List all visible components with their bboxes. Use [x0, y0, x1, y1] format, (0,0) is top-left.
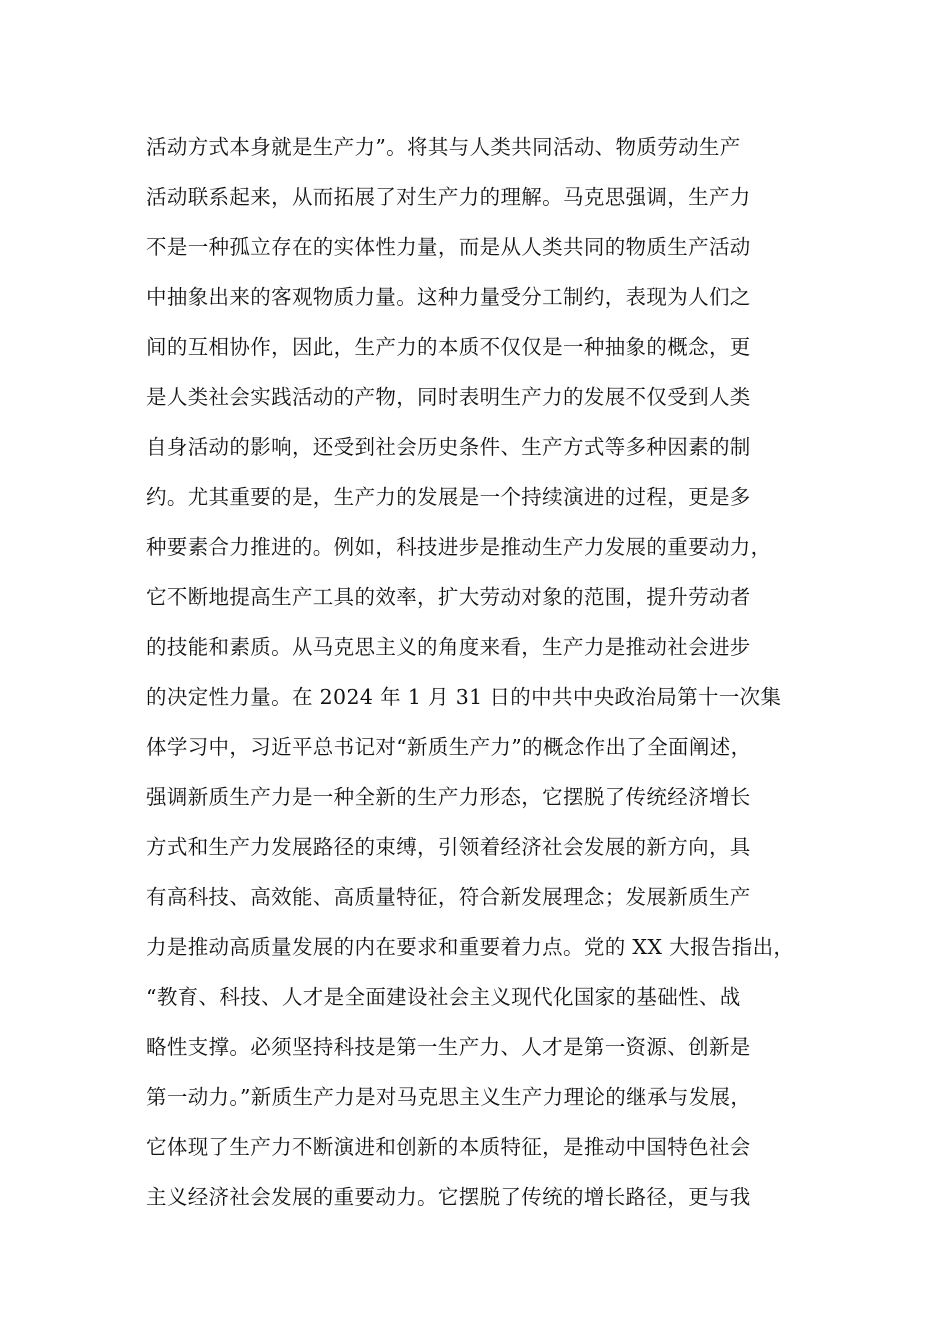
text-line: 间的互相协作，因此，生产力的本质不仅仅是一种抽象的概念，更: [146, 335, 751, 359]
text-line: 强调新质生产力是一种全新的生产力形态，它摆脱了传统经济增长: [146, 785, 751, 809]
text-line: 自身活动的影响，还受到社会历史条件、生产方式等多种因素的制: [146, 435, 751, 459]
text-line: 约。尤其重要的是，生产力的发展是一个持续演进的过程，更是多: [146, 485, 751, 509]
text-line: 活动方式本身就是生产力”。将其与人类共同活动、物质劳动生产: [146, 135, 741, 159]
text-line: 的决定性力量。在 2024 年 1 月 31 日的中共中央政治局第十一次集: [146, 685, 782, 709]
text-line: 种要素合力推进的。例如，科技进步是推动生产力发展的重要动力，: [146, 535, 772, 559]
text-line: 略性支撑。必须坚持科技是第一生产力、人才是第一资源、创新是: [146, 1035, 751, 1059]
text-line: 它不断地提高生产工具的效率，扩大劳动对象的范围，提升劳动者: [146, 585, 751, 609]
text-line: 它体现了生产力不断演进和创新的本质特征，是推动中国特色社会: [146, 1135, 751, 1159]
text-line: 方式和生产力发展路径的束缚，引领着经济社会发展的新方向，具: [146, 835, 751, 859]
text-line: 的技能和素质。从马克思主义的角度来看，生产力是推动社会进步: [146, 635, 751, 659]
text-line: 不是一种孤立存在的实体性力量，而是从人类共同的物质生产活动: [146, 235, 751, 259]
text-line: 活动联系起来，从而拓展了对生产力的理解。马克思强调，生产力: [146, 185, 751, 209]
text-line: 力是推动高质量发展的内在要求和重要着力点。党的 XX 大报告指出，: [146, 935, 795, 959]
text-line: 是人类社会实践活动的产物，同时表明生产力的发展不仅受到人类: [146, 385, 751, 409]
text-line: 第一动力。”新质生产力是对马克思主义生产力理论的继承与发展，: [146, 1085, 752, 1109]
text-line: 中抽象出来的客观物质力量。这种力量受分工制约，表现为人们之: [146, 285, 751, 309]
text-line: “教育、科技、人才是全面建设社会主义现代化国家的基础性、战: [146, 985, 741, 1009]
text-line: 主义经济社会发展的重要动力。它摆脱了传统的增长路径，更与我: [146, 1185, 751, 1209]
text-line: 体学习中，习近平总书记对“新质生产力”的概念作出了全面阐述，: [146, 735, 752, 759]
body-text: [146, 127, 816, 1227]
text-line: 有高科技、高效能、高质量特征，符合新发展理念；发展新质生产: [146, 885, 751, 909]
